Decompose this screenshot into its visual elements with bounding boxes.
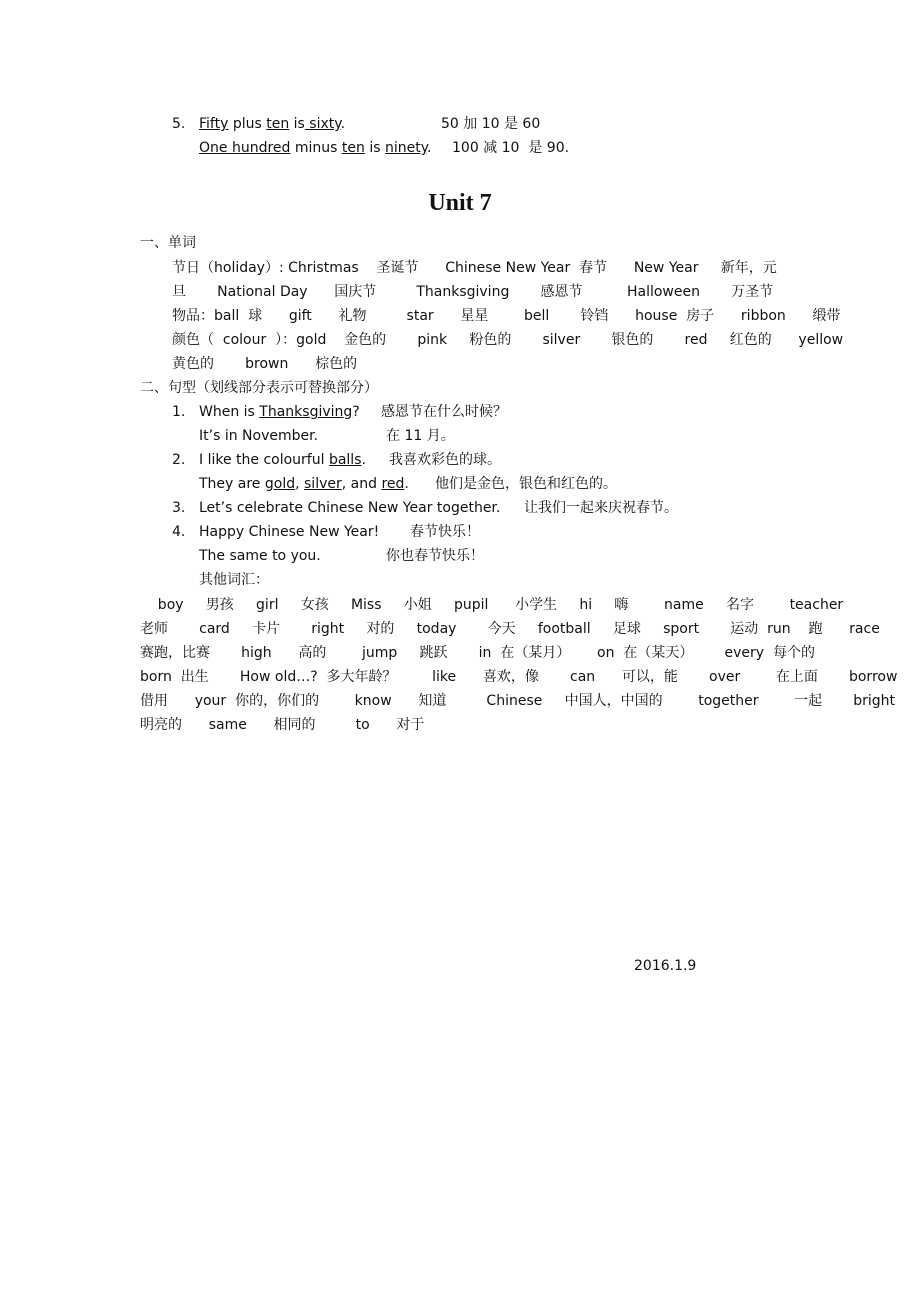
page-title: Unit 7 [428,190,492,216]
plain-text: , [295,476,305,492]
plain-text: They are [199,476,265,492]
plain-text: . [361,452,366,468]
plain-text: , and [341,476,382,492]
underlined-word: Thanksgiving [259,404,353,420]
document-date: 2016.1.9 [634,958,697,974]
sentence-number: 1. [172,404,186,420]
plain-text: plus [228,116,267,132]
underlined-word: ten [266,116,290,132]
sentence-en [199,474,409,494]
sentence-cn: 他们是金色，银色和红色的。 [435,476,617,492]
underlined-word: red [381,476,405,492]
other-vocab-heading: 其他词汇： [199,572,269,588]
sentence-en [199,450,366,470]
section1-heading: 一、单词 [140,235,196,251]
other-vocab-line: born 出生 How old…? 多大年龄？ like 喜欢，像 can 可以，能 over 在上面 borrow [140,669,898,685]
underlined-word: One hundred [199,140,291,156]
sentence-en: The same to you. [199,548,321,564]
plain-text: ? [352,404,360,420]
sentence-cn: 在 11 月。 [386,428,455,444]
underlined-word: sixty [304,116,341,132]
top-item-line2 [199,138,431,158]
top-item-line1-cn: 50 加 10 是 60 [441,116,541,132]
sentence-en: Let’s celebrate Chinese New Year together. [199,500,501,516]
plain-text: When is [199,404,260,420]
other-vocab-line: 赛跑，比赛 high 高的 jump 跳跃 in 在（某月） on 在（某天） every 每个的 [140,645,815,661]
sentence-cn: 让我们一起来庆祝春节。 [524,500,678,516]
plain-text: is [289,116,305,132]
top-item-line2-cn: 100 减 10 是 90. [452,140,570,156]
underlined-word: Fifty [199,116,229,132]
plain-text: . [340,116,346,132]
sentence-cn: 春节快乐！ [410,524,480,540]
vocab-line: 旦 National Day 国庆节 Thanksgiving 感恩节 Halloween 万圣节 [172,284,774,300]
underlined-word: silver [304,476,342,492]
sentence-number: 2. [172,452,186,468]
underlined-word: balls [328,452,362,468]
vocab-line: 物品：ball 球 gift 礼物 star 星星 bell 铃铛 house 房子 ribbon 缎带 [172,308,841,324]
sentence-en: Happy Chinese New Year! [199,524,380,540]
vocab-line: 颜色（ colour ）：gold 金色的 pink 粉色的 silver 银色的 red 红色的 yellow [172,332,844,348]
other-vocab-line: 明亮的 same 相同的 to 对于 [140,717,425,733]
sentence-cn: 我喜欢彩色的球。 [389,452,501,468]
top-item-number: 5. [172,116,186,132]
plain-text: . [404,476,409,492]
sentence-cn: 感恩节在什么时候？ [381,404,507,420]
underlined-word: gold [264,476,296,492]
other-vocab-line: boy 男孩 girl 女孩 Miss 小姐 pupil 小学生 hi 嗨 name 名字 teacher [140,597,844,613]
vocab-line: 节日（holiday）: Christmas 圣诞节 Chinese New Year 春节 New Year 新年，元 [172,260,777,276]
plain-text: . [427,140,432,156]
sentence-en [199,402,360,422]
other-vocab-line: 老师 card 卡片 right 对的 today 今天 football 足球 sport 运动 run 跑 race [140,621,880,637]
other-vocab-line: 借用 your 你的，你们的 know 知道 Chinese 中国人，中国的 together 一起 bright [140,693,896,709]
sentence-number: 4. [172,524,186,540]
plain-text: minus [290,140,342,156]
underlined-word: ninety [384,140,427,156]
plain-text: I like the colourful [199,452,329,468]
sentence-cn: 你也春节快乐！ [386,548,484,564]
vocab-line: 黄色的 brown 棕色的 [172,356,358,372]
section2-heading: 二、句型（划线部分表示可替换部分） [140,380,378,396]
sentence-en: It’s in November. [199,428,319,444]
plain-text: is [364,140,385,156]
top-item-line1 [199,114,345,134]
underlined-word: ten [341,140,365,156]
sentence-number: 3. [172,500,186,516]
